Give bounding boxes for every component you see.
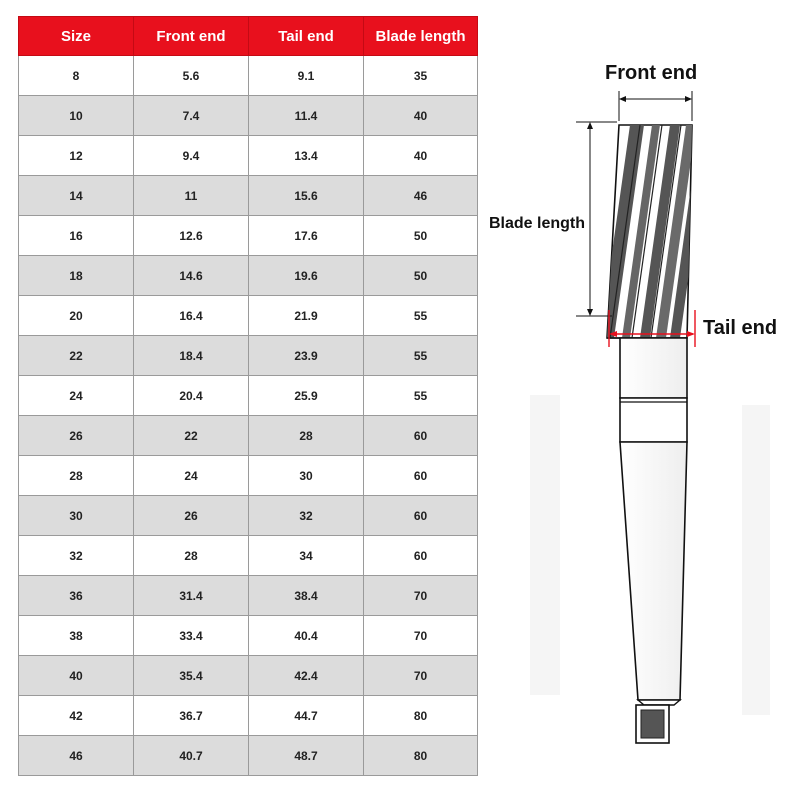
table-cell: 40.7	[134, 736, 249, 776]
table-row	[19, 96, 478, 136]
table-cell: 50	[364, 256, 478, 296]
table-cell: 34	[249, 536, 364, 576]
table-cell: 80	[364, 736, 478, 776]
table-cell: 12.6	[134, 216, 249, 256]
table-cell: 28	[134, 536, 249, 576]
table-cell: 25.9	[249, 376, 364, 416]
table-cell: 42.4	[249, 656, 364, 696]
spec-table	[18, 16, 478, 776]
table-cell: 50	[364, 216, 478, 256]
table-row	[19, 416, 478, 456]
table-row	[19, 736, 478, 776]
table-cell: 19.6	[249, 256, 364, 296]
table-cell: 28	[249, 416, 364, 456]
table-cell: 14.6	[134, 256, 249, 296]
table-cell: 13.4	[249, 136, 364, 176]
table-cell: 12	[19, 136, 134, 176]
table-row	[19, 296, 478, 336]
table-row	[19, 576, 478, 616]
table-row	[19, 216, 478, 256]
table-row	[19, 456, 478, 496]
table-cell: 15.6	[249, 176, 364, 216]
table-cell: 31.4	[134, 576, 249, 616]
background-shading	[530, 395, 560, 695]
table-cell: 30	[19, 496, 134, 536]
header-blade-length: Blade length	[364, 17, 478, 56]
table-cell: 40	[364, 96, 478, 136]
table-cell: 17.6	[249, 216, 364, 256]
reamer-tang	[636, 705, 669, 743]
table-cell: 5.6	[134, 56, 249, 96]
table-cell: 9.4	[134, 136, 249, 176]
table-cell: 46	[19, 736, 134, 776]
reamer-blade	[600, 125, 704, 338]
table-row	[19, 336, 478, 376]
table-cell: 30	[249, 456, 364, 496]
table-cell: 10	[19, 96, 134, 136]
table-cell: 42	[19, 696, 134, 736]
blade-length-label: Blade length	[489, 215, 586, 232]
table-cell: 26	[19, 416, 134, 456]
table-cell: 80	[364, 696, 478, 736]
table-row	[19, 136, 478, 176]
table-cell: 38	[19, 616, 134, 656]
table-cell: 16.4	[134, 296, 249, 336]
table-cell: 20.4	[134, 376, 249, 416]
table-cell: 9.1	[249, 56, 364, 96]
header-tail-end: Tail end	[249, 17, 364, 56]
table-cell: 70	[364, 656, 478, 696]
table-cell: 22	[19, 336, 134, 376]
table-cell: 35	[364, 56, 478, 96]
table-row	[19, 56, 478, 96]
header-size: Size	[19, 17, 134, 56]
table-row	[19, 656, 478, 696]
table-cell: 20	[19, 296, 134, 336]
table-cell: 8	[19, 56, 134, 96]
table-cell: 26	[134, 496, 249, 536]
table-cell: 22	[134, 416, 249, 456]
front-end-dimension	[619, 91, 692, 121]
table-cell: 44.7	[249, 696, 364, 736]
table-row	[19, 496, 478, 536]
tail-end-label: Tail end	[703, 317, 778, 339]
table-cell: 55	[364, 336, 478, 376]
table-cell: 40	[364, 136, 478, 176]
table-cell: 60	[364, 416, 478, 456]
table-body	[19, 56, 478, 776]
table-cell: 60	[364, 496, 478, 536]
table-row	[19, 616, 478, 656]
table-row	[19, 376, 478, 416]
table-cell: 46	[364, 176, 478, 216]
table-cell: 14	[19, 176, 134, 216]
front-end-label: Front end	[605, 62, 698, 84]
table-row	[19, 176, 478, 216]
reamer-diagram	[480, 55, 800, 765]
table-cell: 55	[364, 376, 478, 416]
table-row	[19, 256, 478, 296]
table-cell: 60	[364, 536, 478, 576]
table-cell: 21.9	[249, 296, 364, 336]
table-cell: 24	[134, 456, 249, 496]
table-cell: 7.4	[134, 96, 249, 136]
table-header-row	[19, 17, 478, 56]
table-cell: 11.4	[249, 96, 364, 136]
reamer-drawing	[480, 55, 800, 765]
table-cell: 70	[364, 616, 478, 656]
table-cell: 24	[19, 376, 134, 416]
table-cell: 16	[19, 216, 134, 256]
reamer-shank	[620, 442, 687, 705]
table-cell: 18	[19, 256, 134, 296]
background-shading	[742, 405, 770, 715]
table-cell: 18.4	[134, 336, 249, 376]
reamer-neck	[620, 338, 687, 442]
table-cell: 36.7	[134, 696, 249, 736]
table-cell: 23.9	[249, 336, 364, 376]
table-cell: 32	[19, 536, 134, 576]
table-row	[19, 696, 478, 736]
table-cell: 28	[19, 456, 134, 496]
header-front-end: Front end	[134, 17, 249, 56]
table-cell: 48.7	[249, 736, 364, 776]
table-cell: 33.4	[134, 616, 249, 656]
table-cell: 70	[364, 576, 478, 616]
table-cell: 38.4	[249, 576, 364, 616]
table-cell: 32	[249, 496, 364, 536]
table-cell: 35.4	[134, 656, 249, 696]
table-row	[19, 536, 478, 576]
table-cell: 11	[134, 176, 249, 216]
table-cell: 36	[19, 576, 134, 616]
table-cell: 40	[19, 656, 134, 696]
table-cell: 55	[364, 296, 478, 336]
table-cell: 40.4	[249, 616, 364, 656]
table-cell: 60	[364, 456, 478, 496]
